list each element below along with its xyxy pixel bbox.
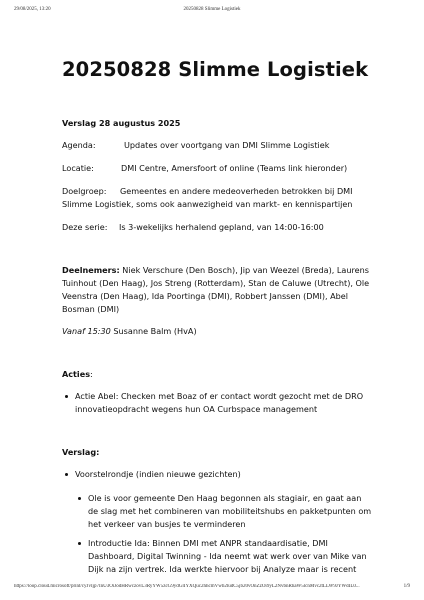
bullet-icon	[78, 542, 81, 545]
deelnemers-label: Deelnemers:	[62, 265, 120, 275]
verslag-item-1: Voorstelrondje (indien nieuwe gezichten)	[75, 469, 241, 479]
sub-item-2-line-1: Introductie Ida: Binnen DMI met ANPR standaardisatie, DMI	[88, 538, 328, 548]
locatie-label: Locatie:	[62, 163, 94, 173]
vanaf-row	[62, 325, 197, 338]
page-title: 20250828 Slimme Logistiek	[62, 58, 369, 81]
serie-label: Deze serie:	[62, 222, 108, 232]
sub-item-1-line-1: Ole is voor gemeente Den Haag begonnen als stagiair, en gaat aan	[88, 493, 362, 503]
sub-item-2-line-2: Dashboard, Digital Twinning - Ida neemt wat werk over van Mike van	[88, 551, 367, 561]
vanaf-label: Vanaf 15:30	[62, 326, 111, 336]
deelnemers-text-1: Niek Verschure (Den Bosch), Jip van Weezel (Breda), Laurens	[122, 265, 369, 275]
bullet-icon	[65, 395, 68, 398]
bullet-icon	[78, 497, 81, 500]
actie-item-line-2: innovatieopdracht wegens hun OA Curbspace management	[75, 404, 318, 414]
print-url: https://loop.cloud.microsoft/print/cyJvIjp7InU3OiJodHRwczovL3RyYW5zcG9ydGlIYXQuc2hhcmVwb2ludC5jb20vOnZzOi9yL2NvbnRhaW5lcnMvc2tLLW9JYWdIL0...	[14, 584, 360, 589]
agenda-label: Agenda:	[62, 140, 96, 150]
bullet-icon	[65, 473, 68, 476]
deelnemers-line-2: Tuinhout (Den Haag), Jos Streng (Rotterdam), Stan de Caluwe (Utrecht), Ole	[62, 278, 370, 288]
sub-item-1-line-2: de slag met het combineren van mobiliteitshubs en pakketpunten om	[88, 506, 372, 516]
serie-value: Is 3-wekelijks herhalend gepland, van 14:00-16:00	[119, 222, 324, 232]
serie-row	[62, 221, 324, 234]
sub-item-1-line-3: het verkeer van busjes te verminderen	[88, 519, 246, 529]
doelgroep-value-cont: Slimme Logistiek, soms ook aanwezigheid van markt- en kennispartijen	[62, 199, 353, 209]
agenda-value: Updates over voortgang van DMI Slimme Logistiek	[124, 140, 330, 150]
doelgroep-row	[62, 185, 353, 198]
actie-item-line-1: Actie Abel: Checken met Boaz of er contact wordt gezocht met de DRO	[75, 391, 364, 401]
print-datetime: 29/08/2025, 13:20	[14, 7, 51, 12]
print-header	[14, 7, 410, 17]
verslag-date: Verslag 28 augustus 2025	[62, 118, 181, 128]
sub-item-2-line-3: Dijk na zijn vertrek. Ida werkte hiervoor bij Analyze maar is recent	[88, 564, 357, 574]
deelnemers-line-3: Veenstra (Den Haag), Ida Poortinga (DMI), Robbert Janssen (DMI), Abel	[62, 291, 349, 301]
deelnemers-line-4: Bosman (DMI)	[62, 304, 120, 314]
locatie-value: DMI Centre, Amersfoort of online (Teams link hieronder)	[121, 163, 348, 173]
acties-label: Acties	[62, 369, 91, 379]
locatie-row	[62, 162, 348, 175]
print-page-title: 20250828 Slimme Logistiek	[183, 7, 241, 12]
print-page-number: 1/9	[403, 584, 410, 589]
deelnemers-line-1	[62, 264, 369, 277]
acties-heading	[62, 368, 93, 381]
acties-colon: :	[90, 369, 93, 379]
verslag-heading: Verslag:	[62, 447, 100, 457]
print-footer	[14, 584, 410, 594]
vanaf-value: Susanne Balm (HvA)	[113, 326, 197, 336]
doelgroep-value: Gemeentes en andere medeoverheden betrokken bij DMI	[120, 186, 353, 196]
doelgroep-label: Doelgroep:	[62, 186, 107, 196]
agenda-row	[62, 139, 330, 152]
